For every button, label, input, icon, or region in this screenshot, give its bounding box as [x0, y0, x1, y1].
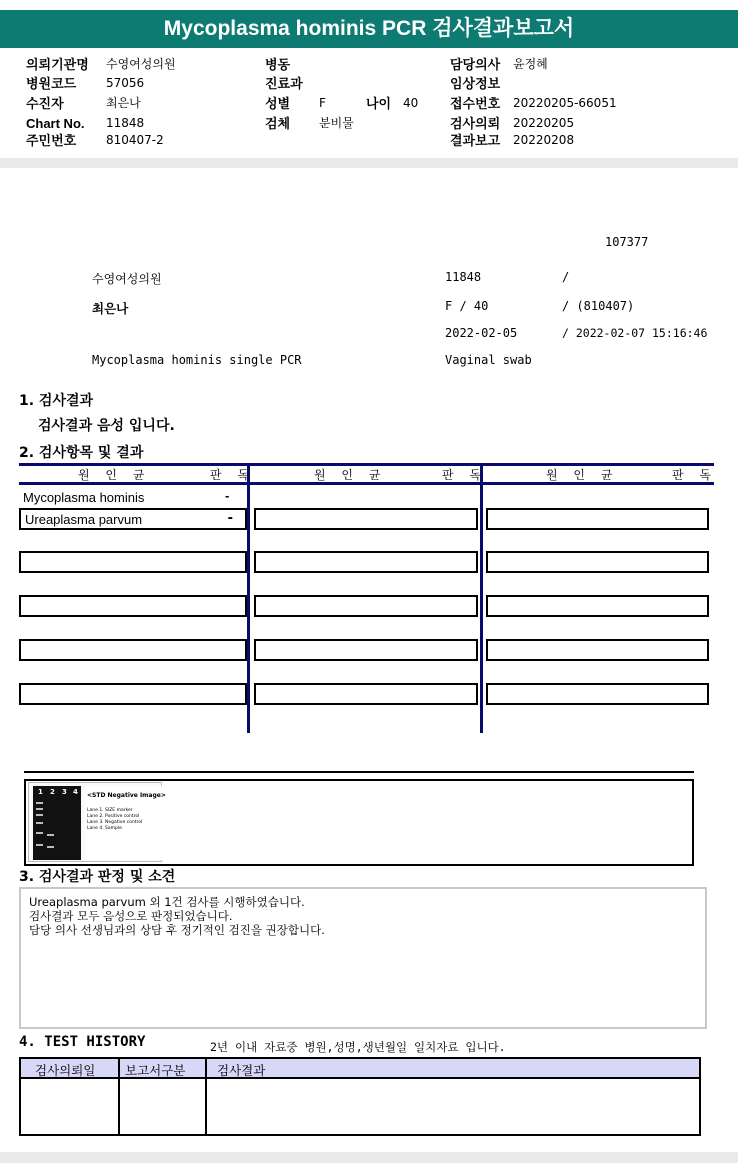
institution-label: 의뢰기관명	[26, 57, 89, 72]
result-cell	[486, 551, 709, 573]
info-test-name: Mycoplasma hominis single PCR	[92, 353, 302, 367]
info-institution: 수영여성의원	[92, 272, 162, 286]
col-pathogen-3: 원 인 균	[546, 468, 619, 482]
info-report-datetime: / 2022-02-07 15:16:46	[562, 326, 708, 340]
report-id: 107377	[605, 235, 649, 249]
gel-band	[36, 808, 43, 810]
section2-title: 2. 검사항목 및 결과	[19, 445, 144, 461]
gel-image	[28, 782, 166, 862]
gel-heading: <STD Negative Image>	[87, 792, 166, 799]
report-value: 20220208	[513, 133, 575, 147]
age-value: 40	[403, 96, 419, 110]
history-table	[19, 1057, 701, 1136]
info-sex-age: F / 40	[445, 299, 489, 313]
result-cell	[486, 683, 709, 705]
pathogen-result: -	[225, 488, 230, 503]
col-pathogen-1: 원 인 균	[78, 468, 151, 482]
gel-band	[36, 844, 43, 846]
gel-band	[47, 846, 54, 848]
history-col-divider	[205, 1059, 207, 1134]
col-result-2: 판 독	[442, 468, 487, 482]
gel-legend-line: Lane 4. Sample	[87, 826, 122, 831]
section1-summary: 검사결과 음성 입니다.	[38, 418, 175, 434]
result-cell	[254, 683, 478, 705]
info-birth: / (810407)	[562, 299, 635, 313]
table-col-divider-2	[480, 463, 483, 733]
col-result-3: 판 독	[672, 468, 717, 482]
receipt-value: 20220205-66051	[513, 96, 617, 110]
gel-band	[36, 832, 43, 834]
lane-label: 4	[73, 788, 78, 796]
ward-label: 병동	[265, 57, 291, 72]
patient-value: 최은나	[106, 96, 141, 110]
result-cell	[254, 508, 478, 530]
info-specimen: Vaginal swab	[445, 353, 532, 367]
chart-label: Chart No.	[26, 116, 85, 131]
patient-label: 수진자	[26, 96, 64, 111]
dept-label: 진료과	[265, 76, 303, 91]
institution-value: 수영여성의원	[106, 57, 176, 71]
pathogen-name: Ureaplasma parvum	[25, 512, 143, 527]
history-header-row	[21, 1059, 699, 1079]
gel-band	[36, 802, 43, 804]
lane-label: 2	[50, 788, 55, 796]
info-patient: 최은나	[92, 301, 129, 316]
section4-title: 4. TEST HISTORY	[19, 1034, 146, 1050]
pathogen-name: Mycoplasma hominis	[23, 490, 145, 505]
history-col-result: 검사결과	[217, 1063, 266, 1078]
gel-band	[36, 814, 43, 816]
image-top-rule	[24, 771, 694, 773]
info-request-date: 2022-02-05	[445, 326, 518, 340]
interpretation-line: Ureaplasma parvum 외 1건 검사를 시행하였습니다.	[29, 895, 305, 909]
specimen-value: 분비물	[319, 116, 354, 130]
section1-title: 1. 검사결과	[19, 393, 94, 409]
gel-legend	[85, 786, 166, 860]
rrn-value: 810407-2	[106, 133, 164, 147]
sex-value: F	[319, 96, 326, 110]
result-cell	[19, 683, 247, 705]
result-cell	[19, 551, 247, 573]
gel-photo	[33, 786, 81, 860]
request-value: 20220205	[513, 116, 575, 130]
interpretation-box	[19, 887, 707, 1029]
result-cell	[254, 551, 478, 573]
result-cell	[486, 639, 709, 661]
info-chart-no: 11848	[445, 270, 482, 284]
footer-bar	[0, 1152, 738, 1163]
age-label: 나이	[366, 96, 392, 111]
history-note: 2년 이내 자료중 병원,성명,생년월일 일치자료 입니다.	[210, 1040, 506, 1054]
chart-value: 11848	[106, 116, 145, 130]
col-result-1: 판 독	[210, 468, 255, 482]
rrn-label: 주민번호	[26, 133, 77, 148]
lane-label: 1	[38, 788, 43, 796]
table-col-divider-1	[247, 463, 250, 733]
result-cell	[19, 639, 247, 661]
history-col-type: 보고서구분	[125, 1063, 186, 1078]
gel-legend-line: Lane 1. SIZE marker	[87, 808, 133, 813]
gel-band	[47, 834, 54, 836]
report-title: Mycoplasma hominis PCR 검사결과보고서	[0, 10, 738, 48]
doctor-label: 담당의사	[450, 57, 501, 72]
gel-band	[36, 822, 43, 824]
gel-image-frame	[24, 779, 694, 866]
result-cell	[254, 639, 478, 661]
gel-legend-line: Lane 2. Positive control	[87, 814, 140, 819]
receipt-label: 접수번호	[450, 96, 501, 111]
pathogen-result: -	[227, 511, 233, 526]
interpretation-line: 검사결과 모두 음성으로 판정되었습니다.	[29, 909, 233, 923]
clinical-label: 임상정보	[450, 76, 501, 91]
result-cell	[19, 595, 247, 617]
history-col-request: 검사의뢰일	[35, 1063, 96, 1078]
hospital-code-value: 57056	[106, 76, 145, 90]
col-pathogen-2: 원 인 균	[314, 468, 387, 482]
interpretation-line: 담당 의사 선생님과의 상담 후 정기적인 검진을 권장합니다.	[29, 923, 325, 937]
result-cell	[254, 595, 478, 617]
result-cell	[486, 595, 709, 617]
doctor-value: 윤정혜	[513, 57, 548, 71]
hospital-code-label: 병원코드	[26, 76, 77, 91]
lane-label: 3	[62, 788, 67, 796]
request-label: 검사의뢰	[450, 116, 501, 131]
header-divider	[0, 158, 738, 168]
report-label: 결과보고	[450, 133, 501, 148]
sex-label: 성별	[265, 96, 291, 111]
result-cell	[19, 508, 247, 530]
history-col-divider	[118, 1059, 120, 1134]
section3-title: 3. 검사결과 판정 및 소견	[19, 869, 176, 885]
info-slash: /	[562, 270, 570, 284]
result-cell	[486, 508, 709, 530]
specimen-label: 검체	[265, 116, 291, 131]
gel-legend-line: Lane 3. Negative control	[87, 820, 143, 825]
